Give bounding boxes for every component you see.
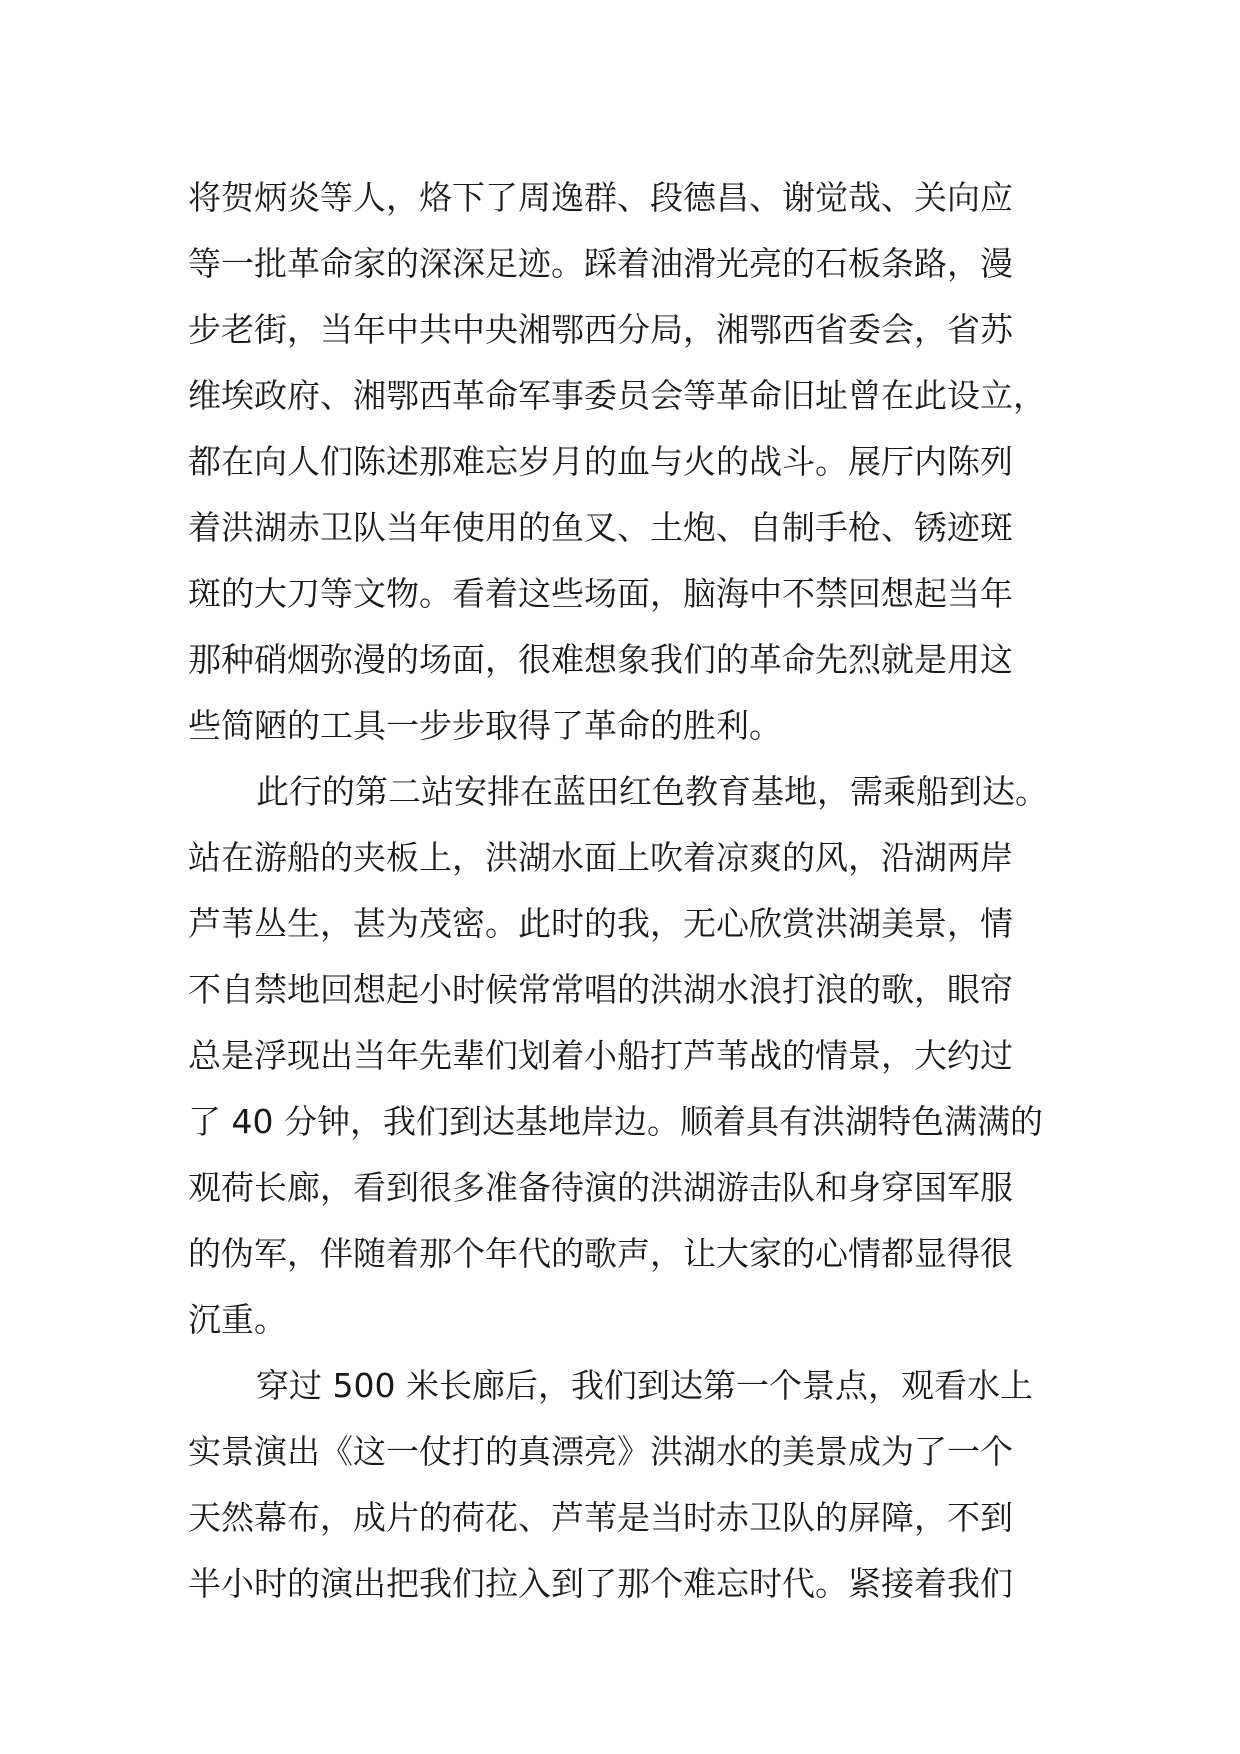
text-line: 了 40 分钟，我们到达基地岸边。顺着具有洪湖特色满满的 — [188, 1102, 1043, 1141]
text-line: 观荷长廊，看到很多准备待演的洪湖游击队和身穿国军服 — [188, 1168, 1013, 1207]
text-line: 总是浮现出当年先辈们划着小船打芦苇战的情景，大约过 — [188, 1036, 1013, 1075]
text-line: 不自禁地回想起小时候常常唱的洪湖水浪打浪的歌，眼帘 — [188, 970, 1013, 1009]
text-line: 些简陋的工具一步步取得了革命的胜利。 — [188, 706, 782, 745]
text-line: 实景演出《这一仗打的真漂亮》洪湖水的美景成为了一个 — [188, 1432, 1013, 1471]
text-line: 那种硝烟弥漫的场面，很难想象我们的革命先烈就是用这 — [188, 640, 1013, 679]
body-text — [188, 165, 1068, 1617]
paragraph-start-line: 穿过 500 米长廊后，我们到达第一个景点，观看水上 — [256, 1366, 1033, 1405]
text-line: 等一批革命家的深深足迹。踩着油滑光亮的石板条路，漫 — [188, 244, 1013, 283]
text-line: 维埃政府、湘鄂西革命军事委员会等革命旧址曾在此设立， — [188, 376, 1046, 415]
text-line: 步老街，当年中共中央湘鄂西分局，湘鄂西省委会，省苏 — [188, 310, 1013, 349]
text-line: 站在游船的夹板上，洪湖水面上吹着凉爽的风，沿湖两岸 — [188, 838, 1013, 877]
text-line: 斑的大刀等文物。看着这些场面，脑海中不禁回想起当年 — [188, 574, 1013, 613]
text-line: 将贺炳炎等人，烙下了周逸群、段德昌、谢觉哉、关向应 — [188, 178, 1013, 217]
text-line: 着洪湖赤卫队当年使用的鱼叉、土炮、自制手枪、锈迹斑 — [188, 508, 1013, 547]
text-line: 天然幕布，成片的荷花、芦苇是当时赤卫队的屏障，不到 — [188, 1498, 1013, 1537]
text-line: 的伪军，伴随着那个年代的歌声，让大家的心情都显得很 — [188, 1234, 1013, 1273]
text-line: 沉重。 — [188, 1300, 287, 1339]
text-line: 芦苇丛生，甚为茂密。此时的我，无心欣赏洪湖美景，情 — [188, 904, 1013, 943]
text-line: 都在向人们陈述那难忘岁月的血与火的战斗。展厅内陈列 — [188, 442, 1013, 481]
paragraph-start-line: 此行的第二站安排在蓝田红色教育基地，需乘船到达。 — [256, 772, 1048, 811]
text-line: 半小时的演出把我们拉入到了那个难忘时代。紧接着我们 — [188, 1564, 1013, 1603]
